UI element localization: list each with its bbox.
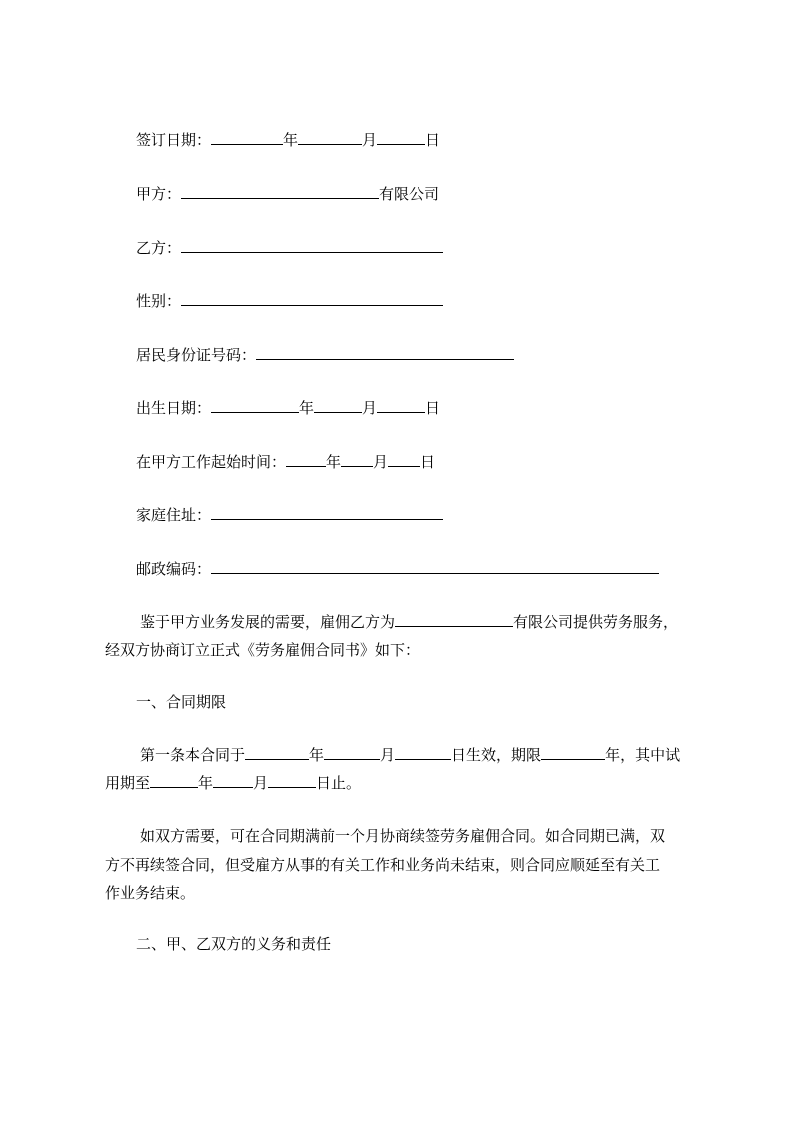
year-label: 年 <box>326 453 342 471</box>
day-label: 日 <box>420 453 436 471</box>
signing-date-label: 签订日期： <box>136 131 212 149</box>
article-1-line-2 <box>105 773 361 793</box>
probation-month-blank[interactable] <box>213 773 253 788</box>
renewal-line-1-text: 如双方需要，可在合同期满前一个月协商续签劳务雇佣合同。如合同期已满，双 <box>140 827 666 845</box>
article-1-p3: 年，其中试 <box>605 746 681 764</box>
preamble-part1: 鉴于甲方业务发展的需要，雇佣乙方为 <box>140 613 396 631</box>
signing-date-line <box>136 130 440 150</box>
start-year-blank[interactable] <box>286 452 326 467</box>
home-address-label: 家庭住址： <box>136 506 212 524</box>
month-label: 月 <box>253 774 269 792</box>
id-number-label: 居民身份证号码： <box>136 346 257 364</box>
birth-day-blank[interactable] <box>377 398 425 413</box>
day-label: 日 <box>425 131 441 149</box>
signing-day-blank[interactable] <box>377 130 425 145</box>
section-2-title <box>136 934 331 954</box>
gender-label: 性别： <box>136 292 182 310</box>
article-1-p1: 第一条本合同于 <box>140 746 246 764</box>
party-a-line <box>136 184 439 204</box>
preamble-line-1 <box>140 612 678 632</box>
year-label: 年 <box>198 774 214 792</box>
probation-day-blank[interactable] <box>268 773 316 788</box>
year-label: 年 <box>309 746 325 764</box>
renewal-line-2 <box>105 855 660 875</box>
gender-blank[interactable] <box>181 291 443 306</box>
party-a-blank[interactable] <box>181 184 379 199</box>
postal-code-line <box>136 559 659 579</box>
article-1-p4: 用期至 <box>105 774 151 792</box>
home-address-blank[interactable] <box>211 505 443 520</box>
preamble-line2-text: 经双方协商订立正式《劳务雇佣合同书》如下： <box>105 641 421 659</box>
party-b-label: 乙方： <box>136 239 182 257</box>
section-2-title-text: 二、甲、乙双方的义务和责任 <box>136 935 332 953</box>
company-blank[interactable] <box>395 612 513 627</box>
birth-month-blank[interactable] <box>314 398 362 413</box>
home-address-line <box>136 505 443 525</box>
postal-code-blank[interactable] <box>211 559 659 574</box>
day-label: 日 <box>425 399 441 417</box>
month-label: 月 <box>380 746 396 764</box>
id-number-line <box>136 345 514 365</box>
year-label: 年 <box>283 131 299 149</box>
renewal-line-3 <box>105 883 195 903</box>
birth-date-line <box>136 398 440 418</box>
gender-line <box>136 291 443 311</box>
postal-code-label: 邮政编码： <box>136 560 212 578</box>
birth-date-label: 出生日期： <box>136 399 212 417</box>
month-label: 月 <box>362 399 378 417</box>
preamble-line-2 <box>105 640 420 660</box>
article-1-line-1 <box>140 745 680 765</box>
effective-year-blank[interactable] <box>245 745 309 760</box>
start-time-line <box>136 452 435 472</box>
party-a-suffix: 有限公司 <box>379 185 440 203</box>
start-month-blank[interactable] <box>341 452 373 467</box>
preamble-part2: 有限公司提供劳务服务， <box>513 613 679 631</box>
section-1-title <box>136 692 226 712</box>
year-label: 年 <box>299 399 315 417</box>
id-number-blank[interactable] <box>256 345 514 360</box>
month-label: 月 <box>362 131 378 149</box>
party-b-blank[interactable] <box>181 238 443 253</box>
probation-year-blank[interactable] <box>150 773 198 788</box>
section-1-title-text: 一、合同期限 <box>136 693 227 711</box>
renewal-line-2-text: 方不再续签合同，但受雇方从事的有关工作和业务尚未结束，则合同应顺延至有关工 <box>105 856 661 874</box>
renewal-line-3-text: 作业务结束。 <box>105 884 196 902</box>
signing-month-blank[interactable] <box>298 130 362 145</box>
article-1-p2: 日生效，期限 <box>451 746 542 764</box>
start-time-label: 在甲方工作起始时间： <box>136 453 287 471</box>
birth-year-blank[interactable] <box>211 398 299 413</box>
signing-year-blank[interactable] <box>211 130 283 145</box>
start-day-blank[interactable] <box>388 452 420 467</box>
effective-day-blank[interactable] <box>395 745 451 760</box>
renewal-line-1 <box>140 826 665 846</box>
party-a-label: 甲方： <box>136 185 182 203</box>
party-b-line <box>136 238 443 258</box>
effective-month-blank[interactable] <box>324 745 380 760</box>
term-blank[interactable] <box>541 745 605 760</box>
article-1-p5: 日止。 <box>316 774 362 792</box>
month-label: 月 <box>373 453 389 471</box>
